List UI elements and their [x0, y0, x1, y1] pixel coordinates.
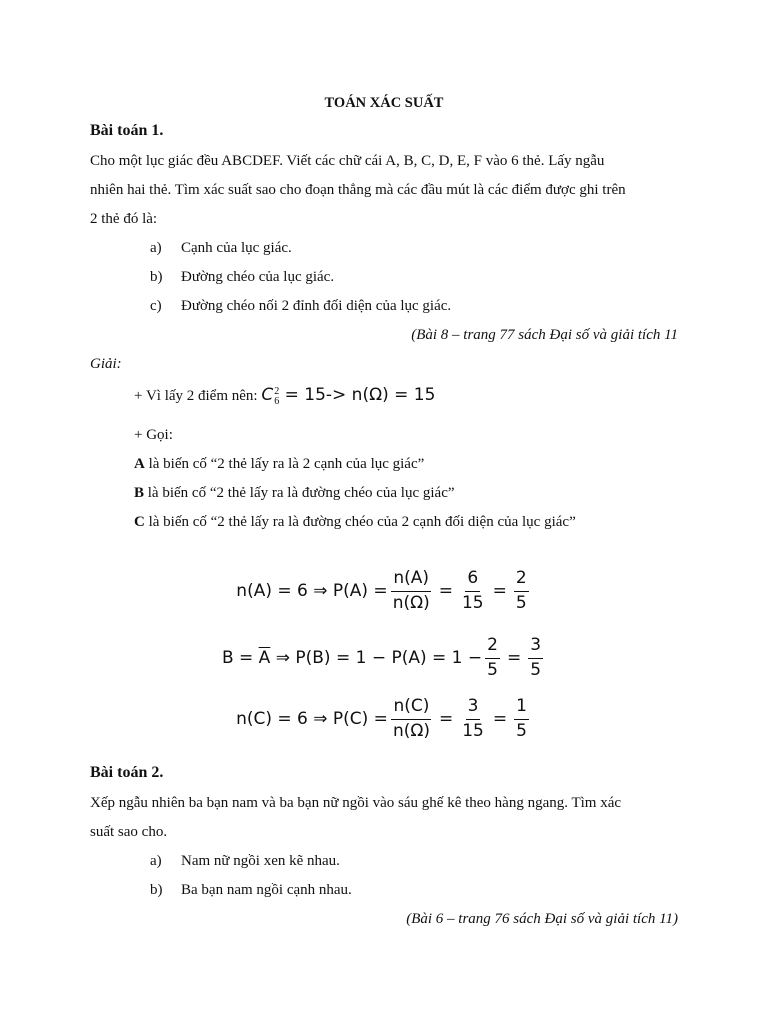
- numerator: n(A): [391, 569, 431, 592]
- event-definition: [134, 455, 424, 473]
- problem-2-heading: Bài toán 2.: [90, 764, 164, 781]
- event-letter: B: [134, 485, 145, 501]
- problem-1-heading: Bài toán 1.: [90, 122, 164, 139]
- document-title: TOÁN XÁC SUẤT: [324, 95, 444, 111]
- list-item-label: a): [150, 240, 162, 256]
- numerator: 3: [528, 636, 543, 659]
- denominator: 5: [530, 659, 542, 680]
- equals-sign: =: [438, 709, 454, 730]
- fraction: [391, 697, 432, 741]
- event-letter: A: [134, 456, 145, 472]
- numerator: 2: [485, 636, 500, 659]
- fraction: [514, 697, 529, 741]
- equation-lhs: n(A) = 6 ⇒ P(A) =: [236, 581, 388, 602]
- combination-result: = 15-> n(Ω) = 15: [279, 385, 436, 405]
- equation-lhs: [222, 648, 482, 668]
- complement-a: $\overline{A}$: [258, 648, 271, 669]
- list-item-label: c): [150, 298, 162, 314]
- problem-1-line: 2 thẻ đó là:: [90, 211, 158, 227]
- fraction: [391, 569, 432, 613]
- fraction: [514, 569, 529, 613]
- combination-symbol: C: [261, 385, 274, 405]
- fraction: [485, 636, 500, 680]
- list-item-label: a): [150, 853, 162, 869]
- list-item-label: b): [150, 882, 163, 898]
- event-letter: C: [134, 514, 145, 530]
- denominator: n(Ω): [392, 592, 430, 613]
- combination-superscript: 2: [274, 385, 280, 397]
- equation-probability-a: [0, 569, 768, 613]
- solution-heading: Giải:: [90, 356, 122, 372]
- equation-text: ⇒ P(B) = 1 − P(A) = 1 −: [270, 648, 483, 669]
- problem-2-line: Xếp ngẫu nhiên ba bạn nam và ba bạn nữ ngồi vào sáu ghế kê theo hàng ngang. Tìm xác: [90, 795, 622, 811]
- numerator: 3: [466, 697, 481, 720]
- event-text: là biến cố “2 thẻ lấy ra là đường chéo của lục giác”: [144, 485, 455, 501]
- denominator: 15: [461, 592, 484, 613]
- combination-subscript: 6: [274, 395, 280, 407]
- equals-sign: =: [492, 581, 507, 602]
- list-item-label: b): [150, 269, 163, 285]
- solution-step-combination: [134, 384, 435, 407]
- equation-probability-c: [0, 697, 768, 741]
- list-item-text: Đường chéo của lục giác.: [181, 269, 335, 285]
- event-text: là biến cố “2 thẻ lấy ra là đường chéo của 2 cạnh đối diện của lục giác”: [144, 514, 576, 530]
- solution-step-define: + Gọi:: [134, 427, 173, 443]
- fraction: [528, 636, 543, 680]
- numerator: 6: [465, 569, 480, 592]
- problem-2-line: suất sao cho.: [90, 824, 168, 840]
- problem-1-line: Cho một lục giác đều ABCDEF. Viết các chữ cái A, B, C, D, E, F vào 6 thẻ. Lấy ngẫu: [90, 153, 605, 169]
- event-text: là biến cố “2 thẻ lấy ra là 2 cạnh của lục giác”: [144, 456, 425, 472]
- problem-1-line: nhiên hai thẻ. Tìm xác suất sao cho đoạn thẳng mà các đầu mút là các điểm được ghi trên: [90, 182, 626, 198]
- denominator: 5: [515, 592, 527, 613]
- event-definition: [134, 484, 455, 502]
- equation-probability-b: [0, 636, 768, 680]
- denominator: 15: [462, 720, 484, 741]
- denominator: n(Ω): [392, 720, 430, 741]
- numerator: 1: [514, 697, 529, 720]
- denominator: 5: [487, 659, 498, 680]
- numerator: n(C): [391, 697, 431, 720]
- source-reference: (Bài 8 – trang 77 sách Đại số và giải tích 11: [411, 327, 678, 343]
- list-item-text: Nam nữ ngồi xen kẽ nhau.: [181, 853, 340, 869]
- denominator: 5: [516, 720, 527, 741]
- list-item-text: Cạnh của lục giác.: [181, 240, 292, 256]
- fraction: [460, 569, 486, 613]
- list-item-text: Ba bạn nam ngồi cạnh nhau.: [181, 882, 352, 898]
- equals-sign: =: [438, 581, 453, 602]
- source-reference: (Bài 6 – trang 76 sách Đại số và giải tích 11): [406, 911, 678, 927]
- equation-text: B =: [221, 648, 259, 669]
- equals-sign: =: [506, 648, 522, 669]
- fraction: [460, 697, 486, 741]
- equals-sign: =: [492, 709, 508, 730]
- list-item-text: Đường chéo nối 2 đỉnh đối diện của lục giác.: [181, 298, 452, 314]
- numerator: 2: [514, 569, 529, 592]
- event-definition: [134, 513, 576, 531]
- equation-lhs: n(C) = 6 ⇒ P(C) =: [236, 709, 388, 730]
- step-text: + Vì lấy 2 điểm nên:: [134, 388, 262, 404]
